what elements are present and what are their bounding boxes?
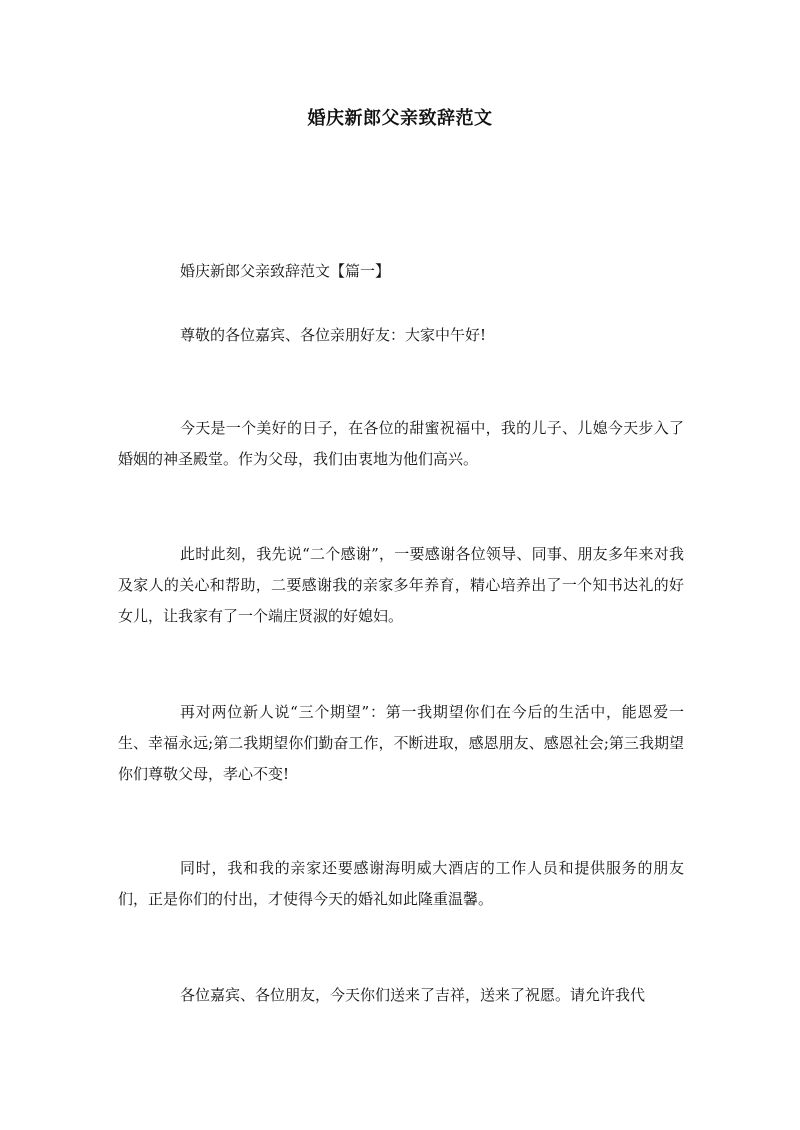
body-paragraph: 今天是一个美好的日子，在各位的甜蜜祝福中，我的儿子、儿媳今天步入了婚姻的神圣殿堂。作为父母，我们由衷地为他们高兴。 xyxy=(118,419,684,468)
body-paragraph: 各位嘉宾、各位朋友，今天你们送来了吉祥，送来了祝愿。请允许我代 xyxy=(180,986,646,1004)
body-paragraph: 同时，我和我的亲家还要感谢海明威大酒店的工作人员和提供服务的朋友们，正是你们的付出，才使得今天的婚礼如此隆重温馨。 xyxy=(118,859,684,908)
document-title: 婚庆新郎父亲致辞范文 xyxy=(307,108,493,129)
section-heading: 婚庆新郎父亲致辞范文【篇一】 xyxy=(180,262,391,280)
body-paragraph: 再对两位新人说“三个期望”：第一我期望你们在今后的生活中，能恩爱一生、幸福永远;第二我期望你们勤奋工作，不断进取，感恩朋友、感恩社会;第三我期望你们尊敬父母，孝心不变! xyxy=(118,703,684,783)
body-paragraph: 此时此刻，我先说“二个感谢”，一要感谢各位领导、同事、朋友多年来对我及家人的关心和帮助，二要感谢我的亲家多年养育，精心培养出了一个知书达礼的好女儿，让我家有了一个端庄贤淑的好媳妇。 xyxy=(118,545,684,625)
greeting-paragraph: 尊敬的各位嘉宾、各位亲朋好友：大家中午好! xyxy=(180,326,487,344)
